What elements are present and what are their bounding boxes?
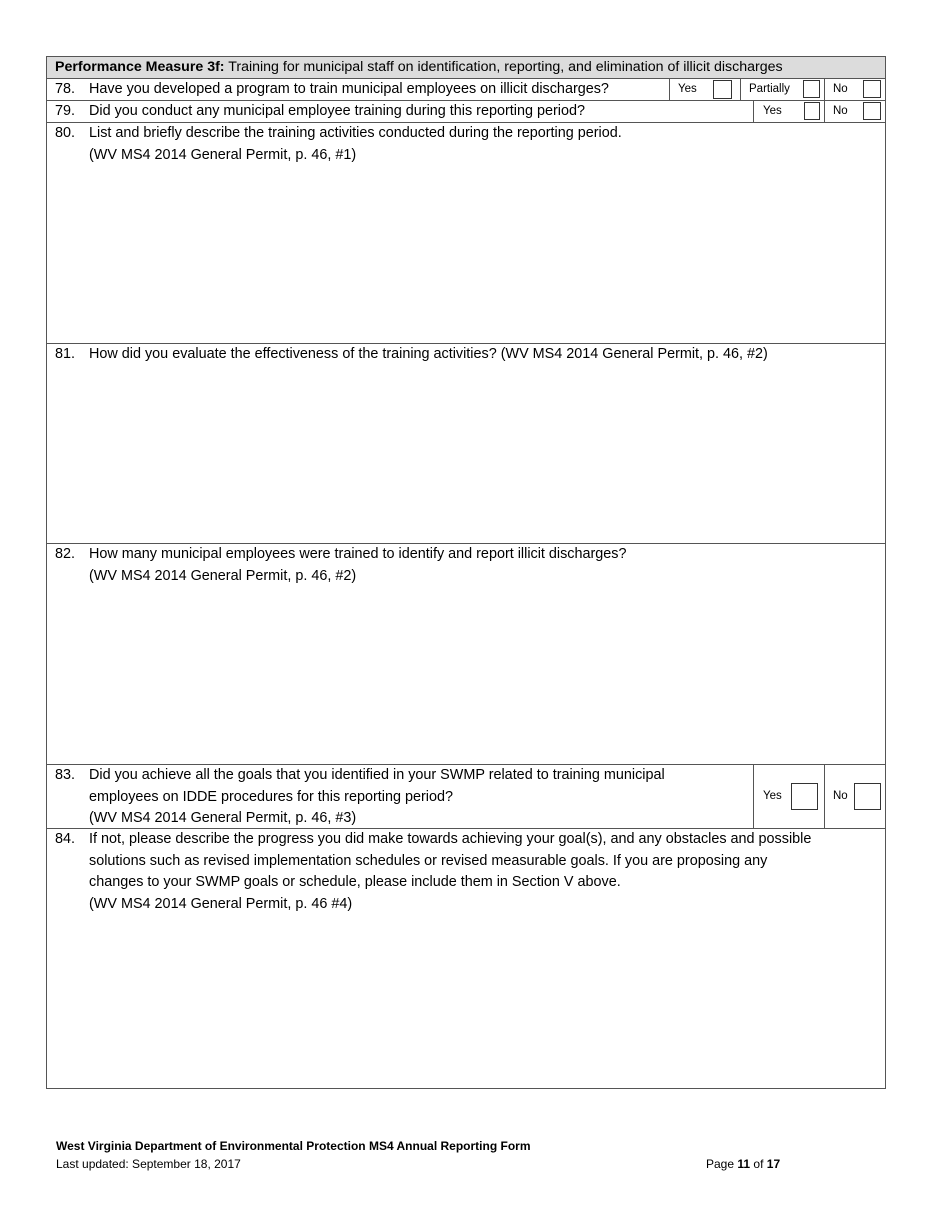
footer-last-updated: Last updated: September 18, 2017 bbox=[56, 1157, 241, 1171]
q79-yes-cell bbox=[753, 101, 824, 122]
question-79-row bbox=[47, 101, 885, 123]
question-81-row[interactable] bbox=[47, 344, 885, 544]
question-82-number: 82. bbox=[55, 546, 76, 562]
question-78-number: 78. bbox=[55, 81, 76, 97]
question-82-row[interactable] bbox=[47, 544, 885, 765]
q79-no-checkbox[interactable] bbox=[863, 102, 881, 120]
q78-yes-label: Yes bbox=[678, 83, 697, 95]
question-79-number: 79. bbox=[55, 103, 76, 119]
q83-no-checkbox[interactable] bbox=[854, 783, 881, 810]
question-80-row[interactable] bbox=[47, 123, 885, 344]
question-83-row bbox=[47, 765, 885, 829]
q83-no-cell bbox=[824, 765, 885, 828]
question-78-text: Have you developed a program to train municipal employees on illicit discharges? bbox=[89, 81, 609, 97]
q79-yes-checkbox[interactable] bbox=[804, 102, 820, 120]
question-79-text: Did you conduct any municipal employee training during this reporting period? bbox=[89, 103, 585, 119]
q83-yes-checkbox[interactable] bbox=[791, 783, 818, 810]
page-prefix: Page bbox=[706, 1157, 735, 1171]
question-80-text-line1: List and briefly describe the training activities conducted during the reporting period. bbox=[89, 125, 622, 141]
question-83-number: 83. bbox=[55, 767, 76, 783]
page-current: 11 bbox=[737, 1157, 751, 1171]
q78-no-label: No bbox=[833, 83, 848, 95]
footer-page-number bbox=[706, 1157, 780, 1171]
question-84-text-line3: changes to your SWMP goals or schedule, please include them in Section V above. bbox=[89, 874, 621, 890]
question-82-text-line1: How many municipal employees were trained to identify and report illicit discharges? bbox=[89, 546, 627, 562]
q79-no-cell bbox=[824, 101, 885, 122]
question-84-text-line4: (WV MS4 2014 General Permit, p. 46 #4) bbox=[89, 895, 353, 912]
q78-partially-label: Partially bbox=[749, 83, 790, 95]
question-84-number: 84. bbox=[55, 831, 76, 847]
page-total: 17 bbox=[766, 1157, 781, 1171]
q83-no-label: No bbox=[833, 790, 848, 802]
performance-measure-form bbox=[46, 56, 886, 1089]
q79-yes-label: Yes bbox=[763, 105, 782, 117]
question-84-row[interactable] bbox=[47, 829, 885, 1088]
question-83-text-line3: (WV MS4 2014 General Permit, p. 46, #3) bbox=[89, 810, 357, 826]
question-83-text-line2: employees on IDDE procedures for this reporting period? bbox=[89, 788, 453, 805]
q79-no-label: No bbox=[833, 105, 848, 117]
q78-partially-cell bbox=[740, 79, 824, 100]
q78-yes-checkbox[interactable] bbox=[713, 80, 732, 99]
question-80-number: 80. bbox=[55, 125, 76, 141]
q83-yes-label: Yes bbox=[763, 790, 782, 802]
q83-yes-cell bbox=[753, 765, 824, 828]
q78-yes-cell bbox=[669, 79, 740, 100]
question-80-text-line2: (WV MS4 2014 General Permit, p. 46, #1) bbox=[89, 146, 357, 163]
question-83-text-line1: Did you achieve all the goals that you identified in your SWMP related to training municipal bbox=[89, 767, 665, 783]
question-78-row bbox=[47, 79, 885, 101]
section-header bbox=[47, 57, 885, 79]
question-81-number: 81. bbox=[55, 346, 76, 362]
question-82-text-line2: (WV MS4 2014 General Permit, p. 46, #2) bbox=[89, 567, 357, 584]
q78-no-checkbox[interactable] bbox=[863, 80, 881, 98]
section-header-label: Performance Measure 3f: bbox=[55, 59, 225, 75]
question-81-text: How did you evaluate the effectiveness of the training activities? (WV MS4 2014 General Permit, p. 46, #2) bbox=[89, 346, 768, 362]
question-84-text-line2: solutions such as revised implementation schedules or revised measurable goals. If you are proposing any bbox=[89, 852, 768, 869]
page-of: of bbox=[753, 1157, 764, 1171]
q78-partially-checkbox[interactable] bbox=[803, 80, 820, 98]
footer-title: West Virginia Department of Environmental Protection MS4 Annual Reporting Form bbox=[56, 1139, 531, 1153]
section-header-text: Training for municipal staff on identification, reporting, and elimination of illicit discharges bbox=[228, 59, 783, 75]
question-84-text-line1: If not, please describe the progress you did make towards achieving your goal(s), and any obstacles and possible bbox=[89, 831, 812, 847]
q78-no-cell bbox=[824, 79, 885, 100]
